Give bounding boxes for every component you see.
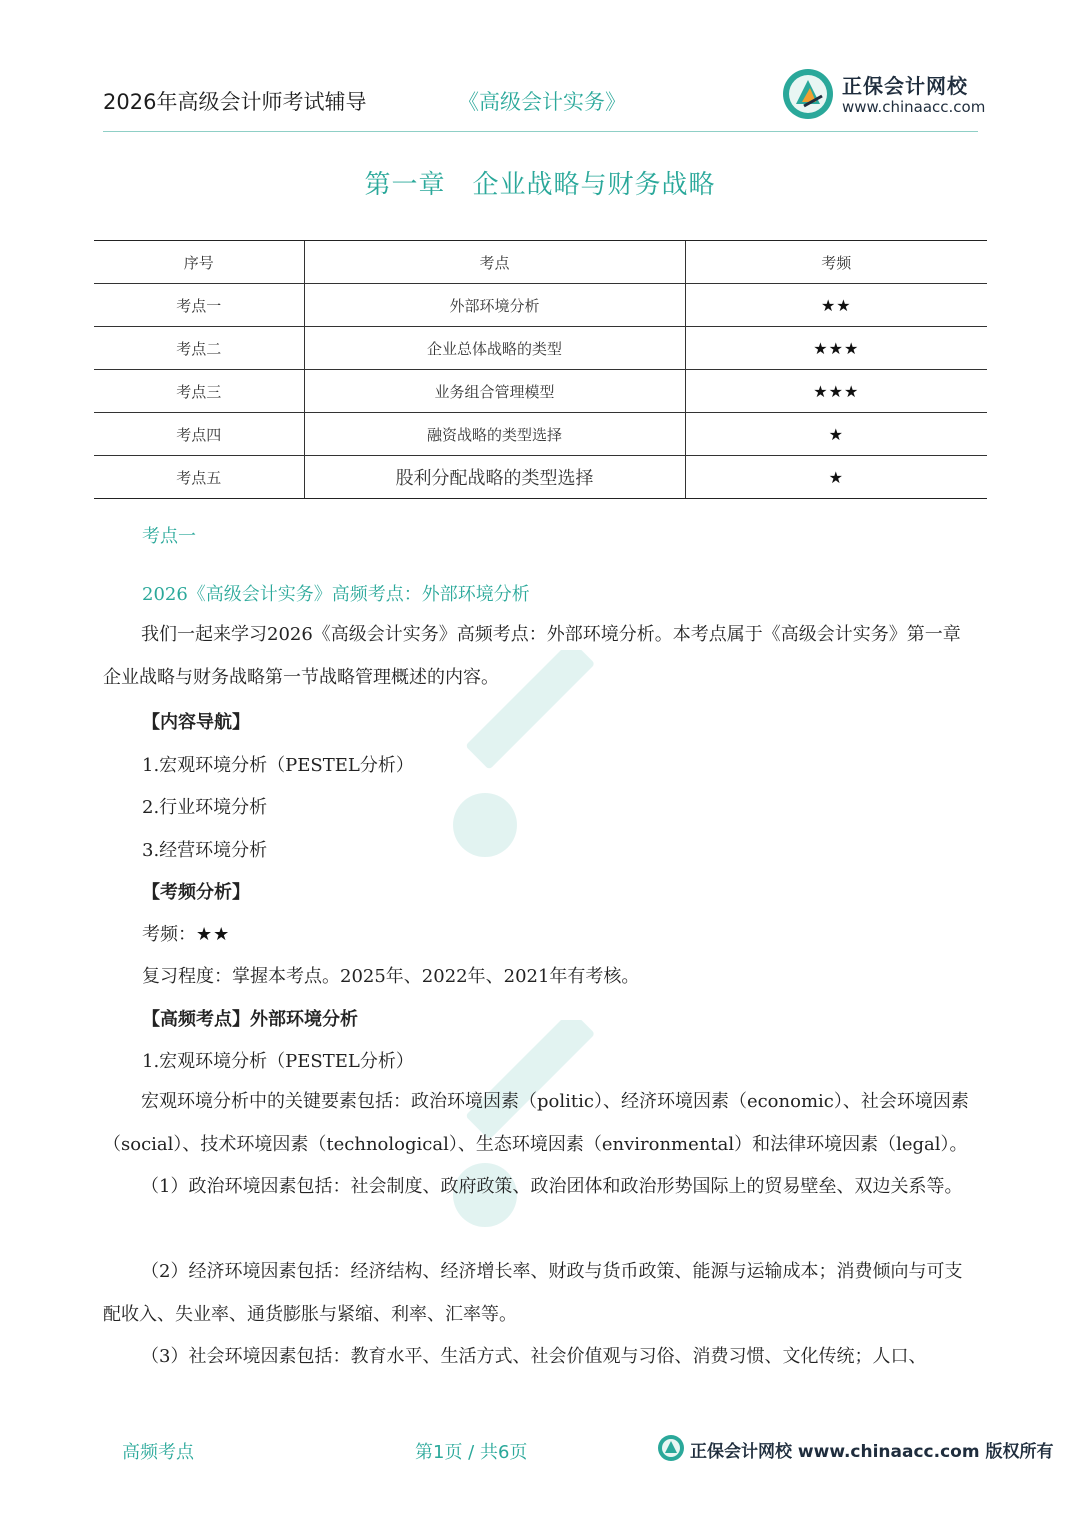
freq-line bbox=[142, 920, 230, 946]
row-topic: 融资战略的类型选择 bbox=[304, 413, 685, 456]
section-label: 考点一 bbox=[142, 526, 196, 547]
paragraph-social: （3）社会环境因素包括：教育水平、生活方式、社会价值观与习俗、消费习惯、文化传统；人口、 bbox=[141, 1346, 927, 1367]
row-no: 考点一 bbox=[94, 284, 304, 327]
row-freq-stars: ★★★ bbox=[685, 327, 987, 370]
nav-heading: 【内容导航】 bbox=[142, 712, 250, 733]
review-line: 复习程度：掌握本考点。2025年、2022年、2021年有考核。 bbox=[142, 966, 640, 987]
row-no: 考点四 bbox=[94, 413, 304, 456]
footer-section: 高频考点 bbox=[122, 1442, 194, 1463]
row-topic: 股利分配战略的类型选择 bbox=[304, 456, 685, 499]
key-heading: 【高频考点】外部环境分析 bbox=[142, 1009, 358, 1030]
header-exam-title: 2026年高级会计师考试辅导 bbox=[103, 90, 367, 114]
freq-heading: 【考频分析】 bbox=[142, 882, 250, 903]
footer-page-number: 第1页 / 共6页 bbox=[415, 1442, 528, 1463]
table-row bbox=[94, 327, 987, 370]
logo-url: www.chinaacc.com bbox=[842, 98, 986, 116]
table-row bbox=[94, 413, 987, 456]
table-row bbox=[94, 370, 987, 413]
row-no: 考点五 bbox=[94, 456, 304, 499]
row-freq-stars: ★★★ bbox=[685, 370, 987, 413]
footer-logo-icon bbox=[657, 1434, 685, 1462]
table-row bbox=[94, 456, 987, 499]
chapter-title: 第一章 企业战略与财务战略 bbox=[364, 170, 716, 200]
footer-copyright: 正保会计网校 www.chinaacc.com 版权所有 bbox=[690, 1442, 1054, 1462]
paragraph-pestel: 宏观环境分析中的关键要素包括：政治环境因素（politic）、经济环境因素（economic）、社会环境因素（social）、技术环境因素（technological）、生态环境因素（environmental）和法律环境因素（legal）。 bbox=[103, 1091, 969, 1155]
row-no: 考点三 bbox=[94, 370, 304, 413]
freq-stars: ★★ bbox=[196, 924, 231, 945]
sub-heading: 1.宏观环境分析（PESTEL分析） bbox=[142, 1051, 414, 1072]
col-header-freq: 考频 bbox=[685, 241, 987, 284]
row-topic: 外部环境分析 bbox=[304, 284, 685, 327]
topic-title: 2026《高级会计实务》高频考点：外部环境分析 bbox=[142, 584, 530, 605]
table-row bbox=[94, 284, 987, 327]
col-header-topic: 考点 bbox=[304, 241, 685, 284]
header-divider bbox=[103, 131, 978, 132]
table-header-row bbox=[94, 241, 987, 284]
intro-paragraph: 我们一起来学习2026《高级会计实务》高频考点：外部环境分析。本考点属于《高级会计实务》第一章企业战略与财务战略第一节战略管理概述的内容。 bbox=[103, 624, 961, 688]
row-topic: 企业总体战略的类型 bbox=[304, 327, 685, 370]
col-header-no: 序号 bbox=[94, 241, 304, 284]
freq-label: 考频： bbox=[142, 924, 196, 945]
logo-name: 正保会计网校 bbox=[842, 74, 968, 98]
row-freq-stars: ★ bbox=[685, 413, 987, 456]
nav-item: 2.行业环境分析 bbox=[142, 797, 268, 818]
key-points-table bbox=[94, 240, 987, 499]
header-book-title: 《高级会计实务》 bbox=[458, 90, 626, 114]
row-freq-stars: ★ bbox=[685, 456, 987, 499]
row-no: 考点二 bbox=[94, 327, 304, 370]
paragraph-political: （1）政治环境因素包括：社会制度、政府政策、政治团体和政治形势国际上的贸易壁垒、双边关系等。 bbox=[141, 1176, 963, 1197]
row-topic: 业务组合管理模型 bbox=[304, 370, 685, 413]
nav-item: 3.经营环境分析 bbox=[142, 840, 268, 861]
paragraph-economic: （2）经济环境因素包括：经济结构、经济增长率、财政与货币政策、能源与运输成本；消费倾向与可支配收入、失业率、通货膨胀与紧缩、利率、汇率等。 bbox=[103, 1261, 963, 1325]
nav-item: 1.宏观环境分析（PESTEL分析） bbox=[142, 755, 414, 776]
row-freq-stars: ★★ bbox=[685, 284, 987, 327]
